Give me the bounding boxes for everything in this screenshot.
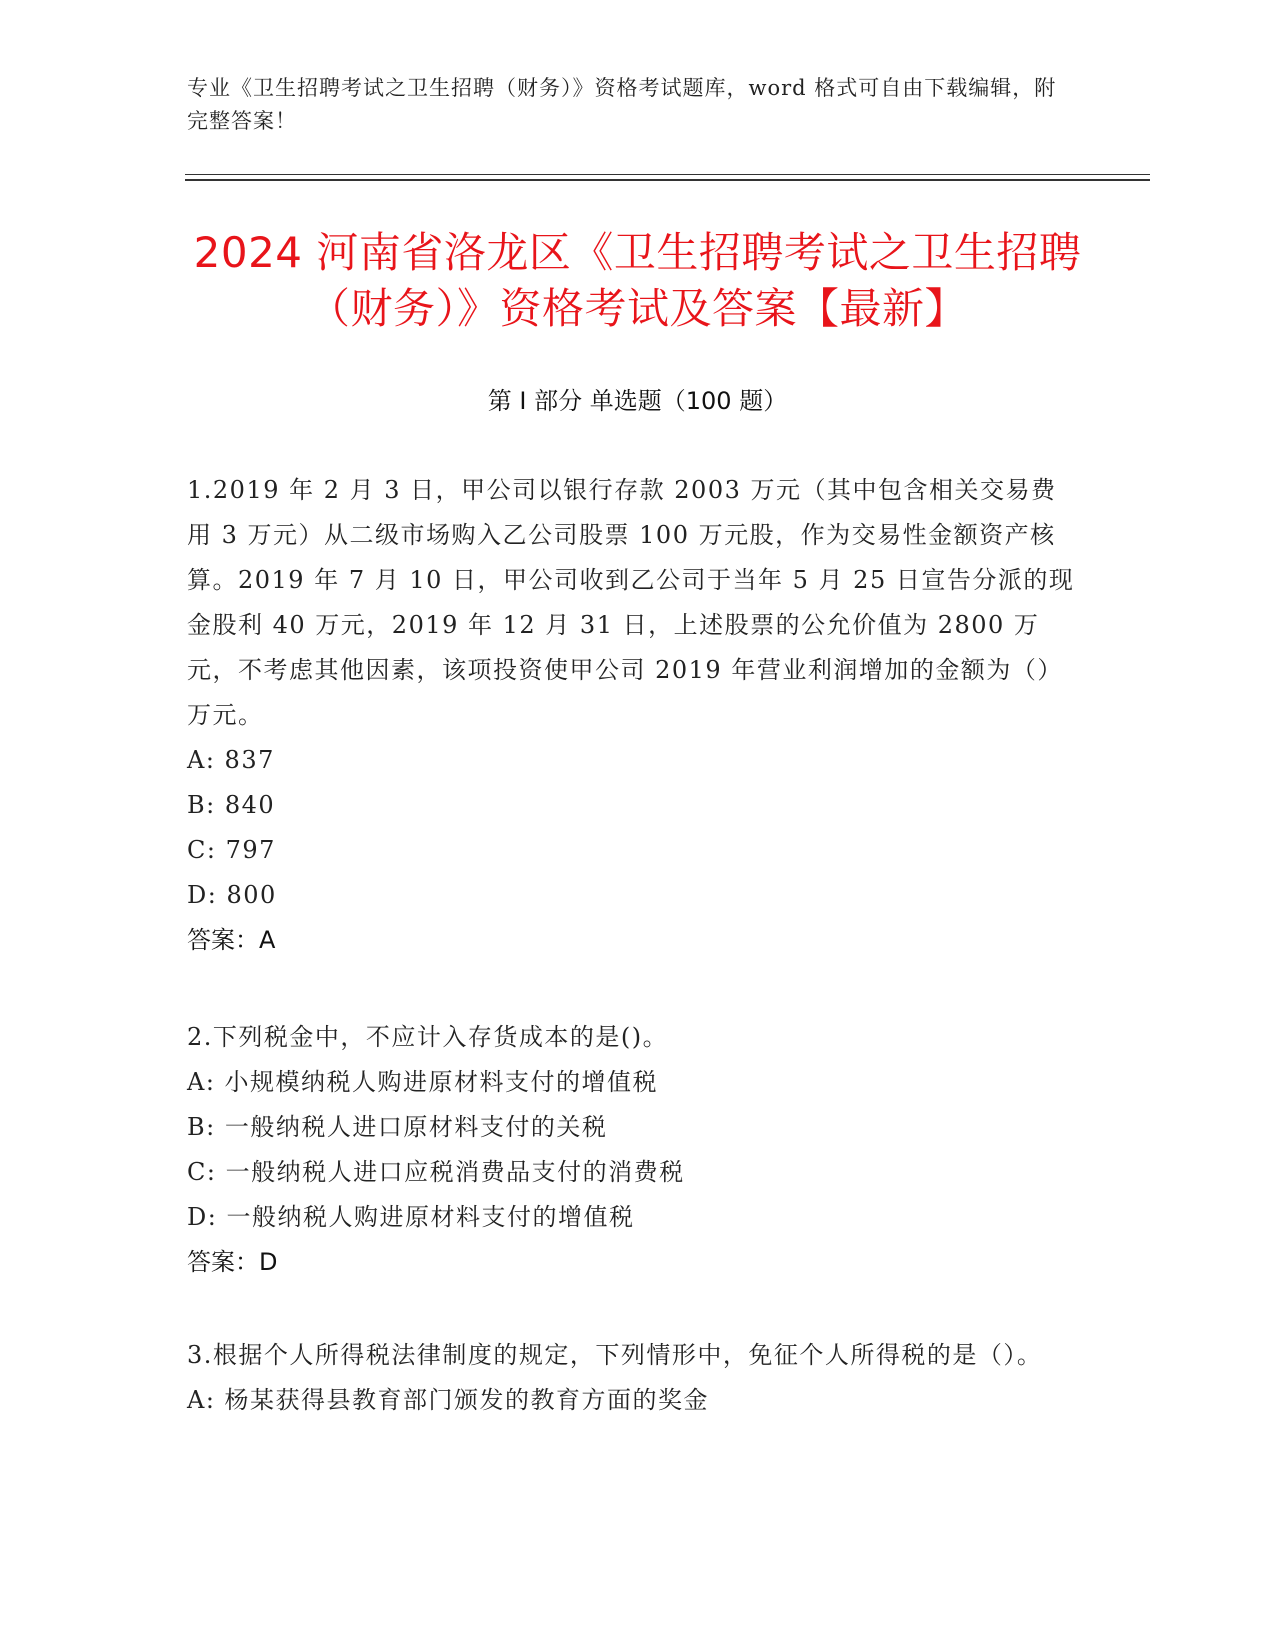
header-divider-thick — [185, 179, 1150, 181]
header-divider-thin — [185, 174, 1150, 175]
option-d: D: 800 — [187, 881, 277, 909]
question-stem: 1.2019 年 2 月 3 日，甲公司以银行存款 2003 万元（其中包含相关交易费用 3 万元）从二级市场购入乙公司股票 100 万元股，作为交易性金额资产核算。2019 年 7 月 10 日，甲公司收到乙公司于当年 5 月 25 日宣告分派的现金股利 40 万元，2019 年 12 月 31 日，上述股票的公允价值为 2800 万元，不考虑其他因素，该项投资使甲公司 2019 年营业利润增加的金额为（）万元。 — [187, 476, 1075, 729]
answer: 答案：D — [187, 1248, 278, 1276]
option-b: B: 一般纳税人进口原材料支付的关税 — [187, 1113, 608, 1141]
question-stem: 3.根据个人所得税法律制度的规定，下列情形中，免征个人所得税的是（）。 — [187, 1341, 1043, 1369]
answer: 答案：A — [187, 926, 276, 954]
question-3 — [187, 1333, 1077, 1423]
option-a: A: 杨某获得县教育部门颁发的教育方面的奖金 — [187, 1386, 710, 1414]
option-d: D: 一般纳税人购进原材料支付的增值税 — [187, 1203, 635, 1231]
option-c: C: 一般纳税人进口应税消费品支付的消费税 — [187, 1158, 685, 1186]
question-1 — [187, 468, 1077, 963]
option-b: B: 840 — [187, 791, 276, 819]
option-a: A: 837 — [187, 746, 275, 774]
header-note: 专业《卫生招聘考试之卫生招聘（财务）》资格考试题库，word 格式可自由下载编辑，附完整答案！ — [187, 76, 1057, 133]
document-title: 2024 河南省洛龙区《卫生招聘考试之卫生招聘（财务）》资格考试及答案【最新】 — [193, 228, 1082, 333]
option-a: A: 小规模纳税人购进原材料支付的增值税 — [187, 1068, 659, 1096]
question-stem: 2.下列税金中，不应计入存货成本的是()。 — [187, 1023, 669, 1051]
option-c: C: 797 — [187, 836, 276, 864]
question-2 — [187, 1015, 1077, 1285]
section-title: 第 I 部分 单选题（100 题） — [487, 387, 788, 415]
